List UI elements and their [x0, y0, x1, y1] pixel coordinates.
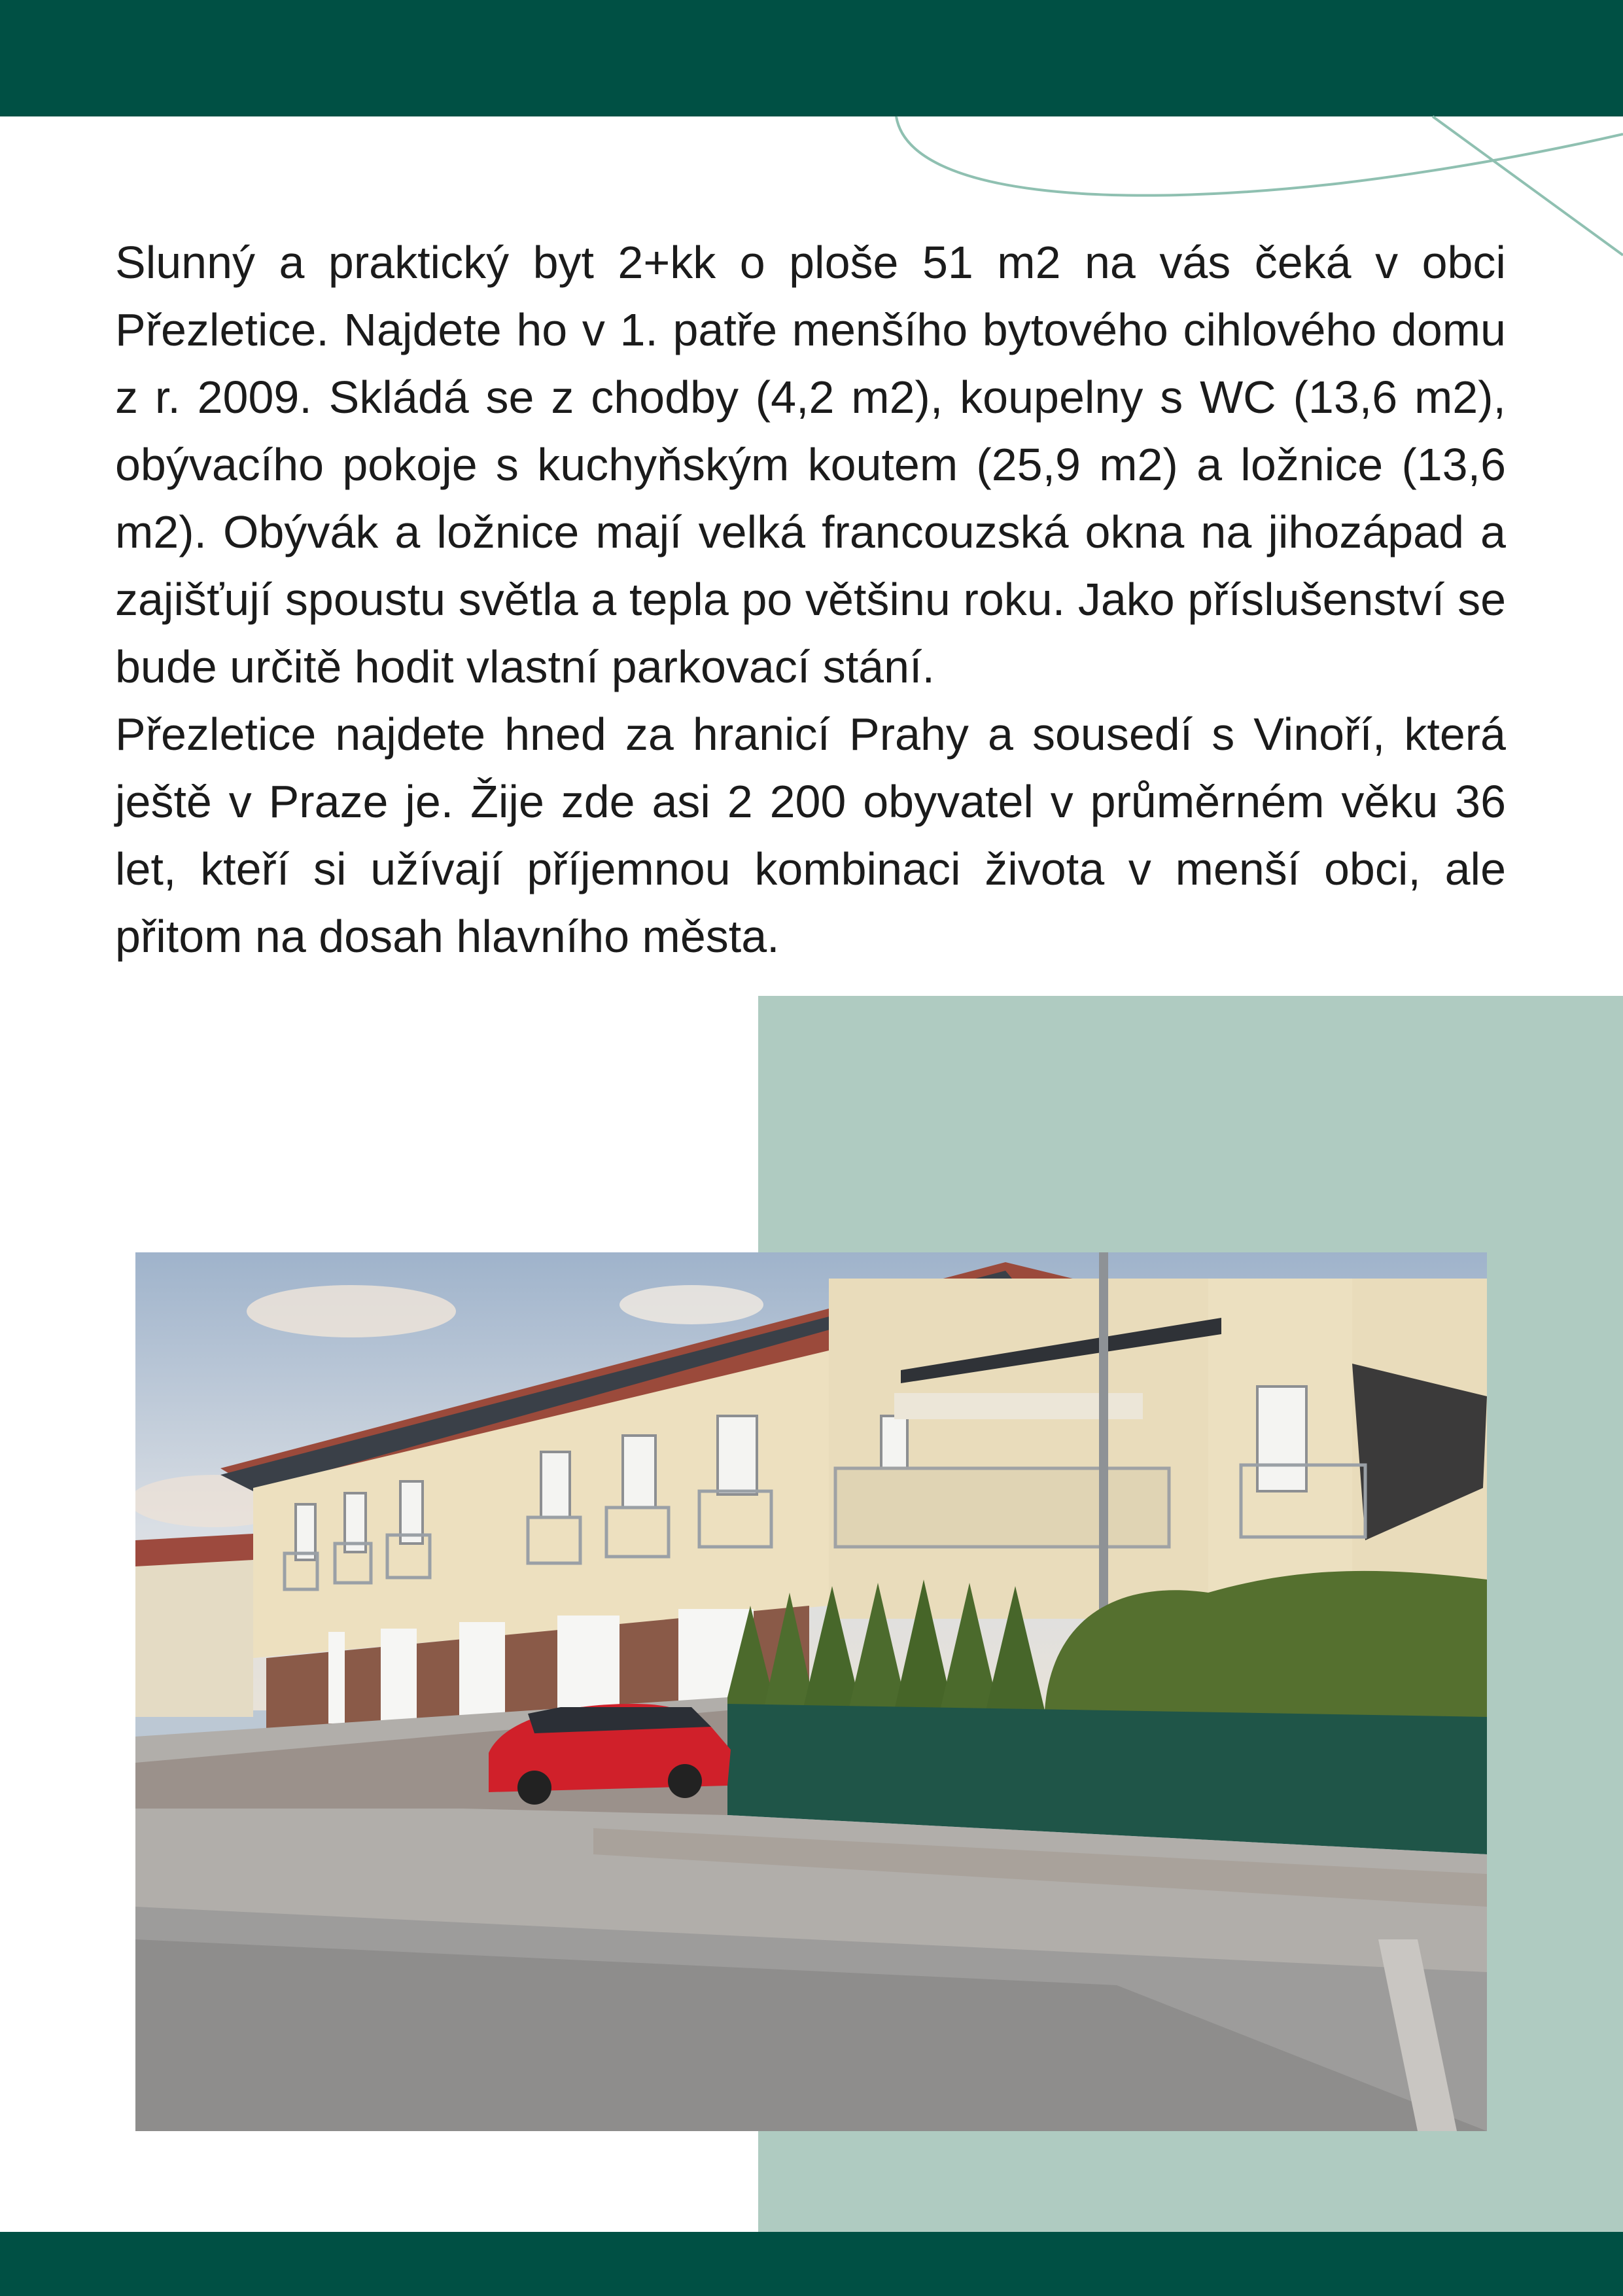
- footer-bar: [0, 2232, 1623, 2296]
- building-photo: [135, 1252, 1487, 2131]
- description-paragraph-1: Slunný a praktický byt 2+kk o ploše 51 m2 na vás čeká v obci Přezletice. Najdete ho v 1. patře menšího bytového cihlového domu z r. 2009. Skládá se z chodby (4,2 m2), koupelny s WC (13,6 m2), obývacího pokoje s kuchyňským koutem (25,9 m2) a ložnice (13,6 m2). Obývák a ložnice mají velká francouzská okna na jihozápad a zajišťují spoustu světla a tepla po většinu roku. Jako příslušenství se bude určitě hodit vlastní parkovací stání.: [115, 237, 1506, 692]
- description-text: [115, 229, 1506, 970]
- description-paragraph-2: Přezletice najdete hned za hranicí Prahy a sousedí s Vinoří, která ještě v Praze je. Žije zde asi 2 200 obyvatel v průměrném věku 36 let, kteří si užívají příjemnou kombinaci života v menší obci, ale přitom na dosah hlavního města.: [115, 709, 1506, 962]
